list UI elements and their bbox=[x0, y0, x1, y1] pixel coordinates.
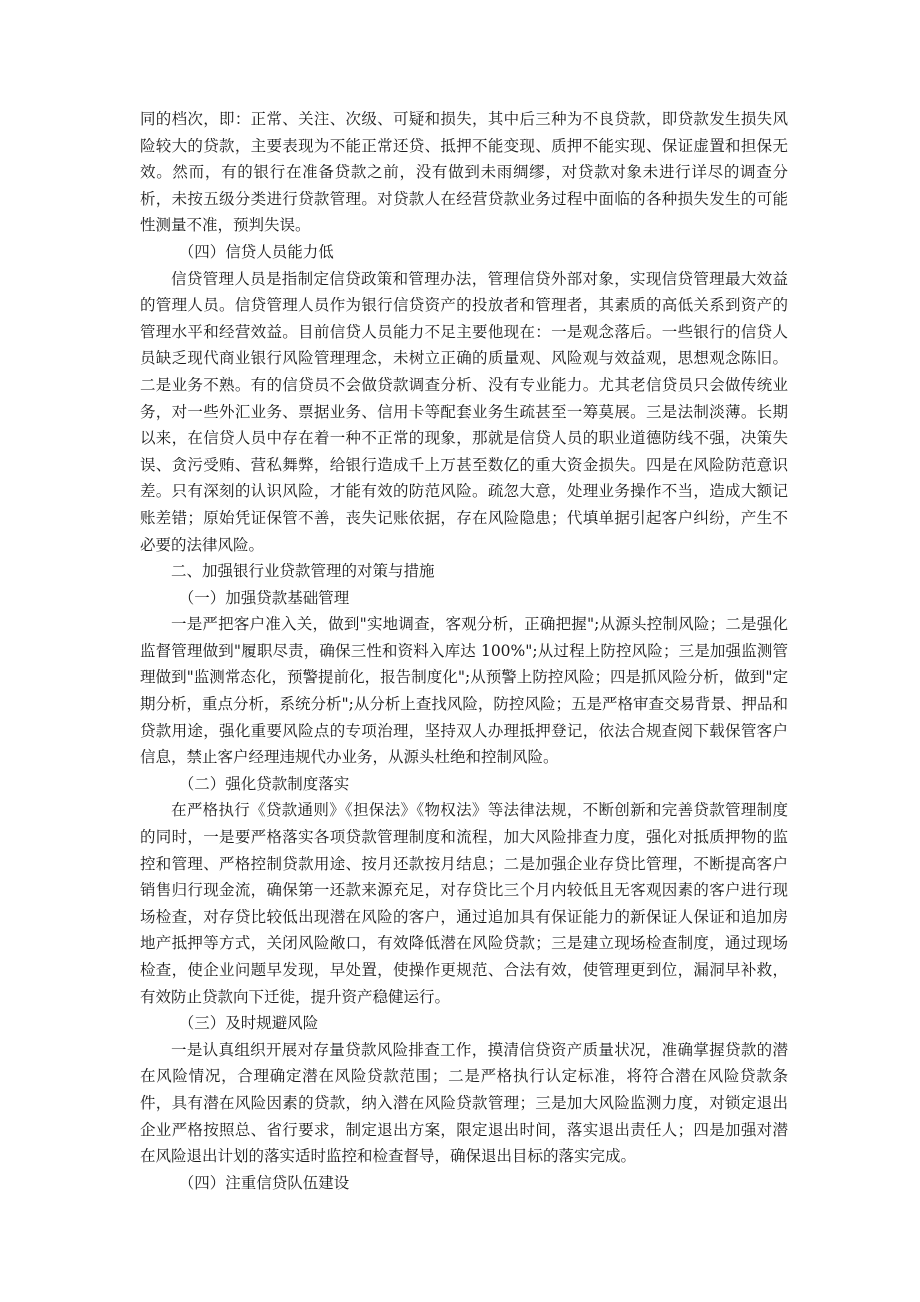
section-heading-3-avoid-risk: （三）及时规避风险 bbox=[178, 1014, 319, 1033]
document-page bbox=[140, 106, 788, 1196]
paragraph-credit-staff: 信贷管理人员是指制定信贷政策和管理办法，管理信贷外部对象，实现信贷管理最大效益的管理人员。信贷管理人员作为银行信贷资产的投放者和管理者，其素质的高低关系到资产的管理水平和经营效益。目前信贷人员能力不足主要他现在：一是观念落后。一些银行的信贷人员缺乏现代商业银行风险管理理念，未树立正确的质量观、风险观与效益观，思想观念陈旧。二是业务不熟。有的信贷员不会做贷款调查分析、没有专业能力。尤其老信贷员只会做传统业务，对一些外汇业务、票据业务、信用卡等配套业务生疏甚至一筹莫展。三是法制淡薄。长期以来，在信贷人员中存在着一种不正常的现象，那就是信贷人员的职业道德防线不强，决策失误、贪污受贿、营私舞弊，给银行造成千上万甚至数亿的重大资金损失。四是在风险防范意识差。只有深刻的认识风险，才能有效的防范风险。疏忽大意，处理业务操作不当，造成大额记账差错；原始凭证保管不善，丧失记账依据，存在风险隐患；代填单据引起客户纠纷，产生不必要的法律风险。 bbox=[140, 269, 788, 554]
section-heading-4-team-building: （四）注重信贷队伍建设 bbox=[178, 1173, 350, 1192]
paragraph-avoid-risk: 一是认真组织开展对存量贷款风险排查工作，摸清信贷资产质量状况，准确掌握贷款的潜在风险情况，合理确定潜在风险贷款范围；二是严格执行认定标准，将符合潜在风险贷款条件，具有潜在风险因素的贷款，纳入潜在风险贷款管理；三是加大风险监测力度，对锁定退出企业严格按照总、省行要求，制定退出方案，限定退出时间，落实退出责任人；四是加强对潜在风险退出计划的落实适时监控和检查督导，确保退出目标的落实完成。 bbox=[140, 1040, 788, 1166]
section-heading-2-system-implementation: （二）强化贷款制度落实 bbox=[178, 774, 350, 793]
paragraph-system-implementation: 在严格执行《贷款通则》《担保法》《物权法》等法律法规，不断创新和完善贷款管理制度的同时，一是要严格落实各项贷款管理制度和流程，加大风险排查力度，强化对抵质押物的监控和管理、严格控制贷款用途、按月还款按月结息；二是加强企业存贷比管理，不断提高客户销售归行现金流，确保第一还款来源充足，对存贷比三个月内较低且无客观因素的客户进行现场检查，对存贷比较低出现潜在风险的客户，通过追加具有保证能力的新保证人保证和追加房地产抵押等方式，关闭风险敞口，有效降低潜在风险贷款；三是建立现场检查制度，通过现场检查，使企业问题早发现，早处置，使操作更规范、合法有效，使管理更到位，漏洞早补救，有效防止贷款向下迁徙，提升资产稳健运行。 bbox=[140, 801, 788, 1006]
section-heading-4-credit-staff: （四）信贷人员能力低 bbox=[178, 242, 334, 261]
paragraph-basic-management: 一是严把客户准入关，做到"实地调查，客观分析，正确把握";从源头控制风险；二是强化监督管理做到"履职尽责，确保三性和资料入库达 100%";从过程上防控风险；三是加强监测管理做到"监测常态化，预警提前化，报告制度化";从预警上防控风险；四是抓风险分析，做到"定期分析，重点分析，系统分析";从分析上查找风险，防控风险；五是严格审查交易背景、押品和贷款用途，强化重要风险点的专项治理，坚持双人办理抵押登记，依法合规查阅下载保管客户信息，禁止客户经理违规代办业务，从源头杜绝和控制风险。 bbox=[140, 615, 788, 767]
chapter-heading-2-countermeasures: 二、加强银行业贷款管理的对策与措施 bbox=[171, 562, 435, 581]
section-heading-1-basic-management: （一）加强贷款基础管理 bbox=[178, 588, 350, 607]
paragraph-continuation: 同的档次，即：正常、关注、次级、可疑和损失，其中后三种为不良贷款，即贷款发生损失风险较大的贷款，主要表现为不能正常还贷、抵押不能变现、质押不能实现、保证虚置和担保无效。然而，有的银行在准备贷款之前，没有做到未雨绸缪，对贷款对象未进行详尽的调查分析，未按五级分类进行贷款管理。对贷款人在经营贷款业务过程中面临的各种损失发生的可能性测量不准，预判失误。 bbox=[140, 110, 788, 235]
